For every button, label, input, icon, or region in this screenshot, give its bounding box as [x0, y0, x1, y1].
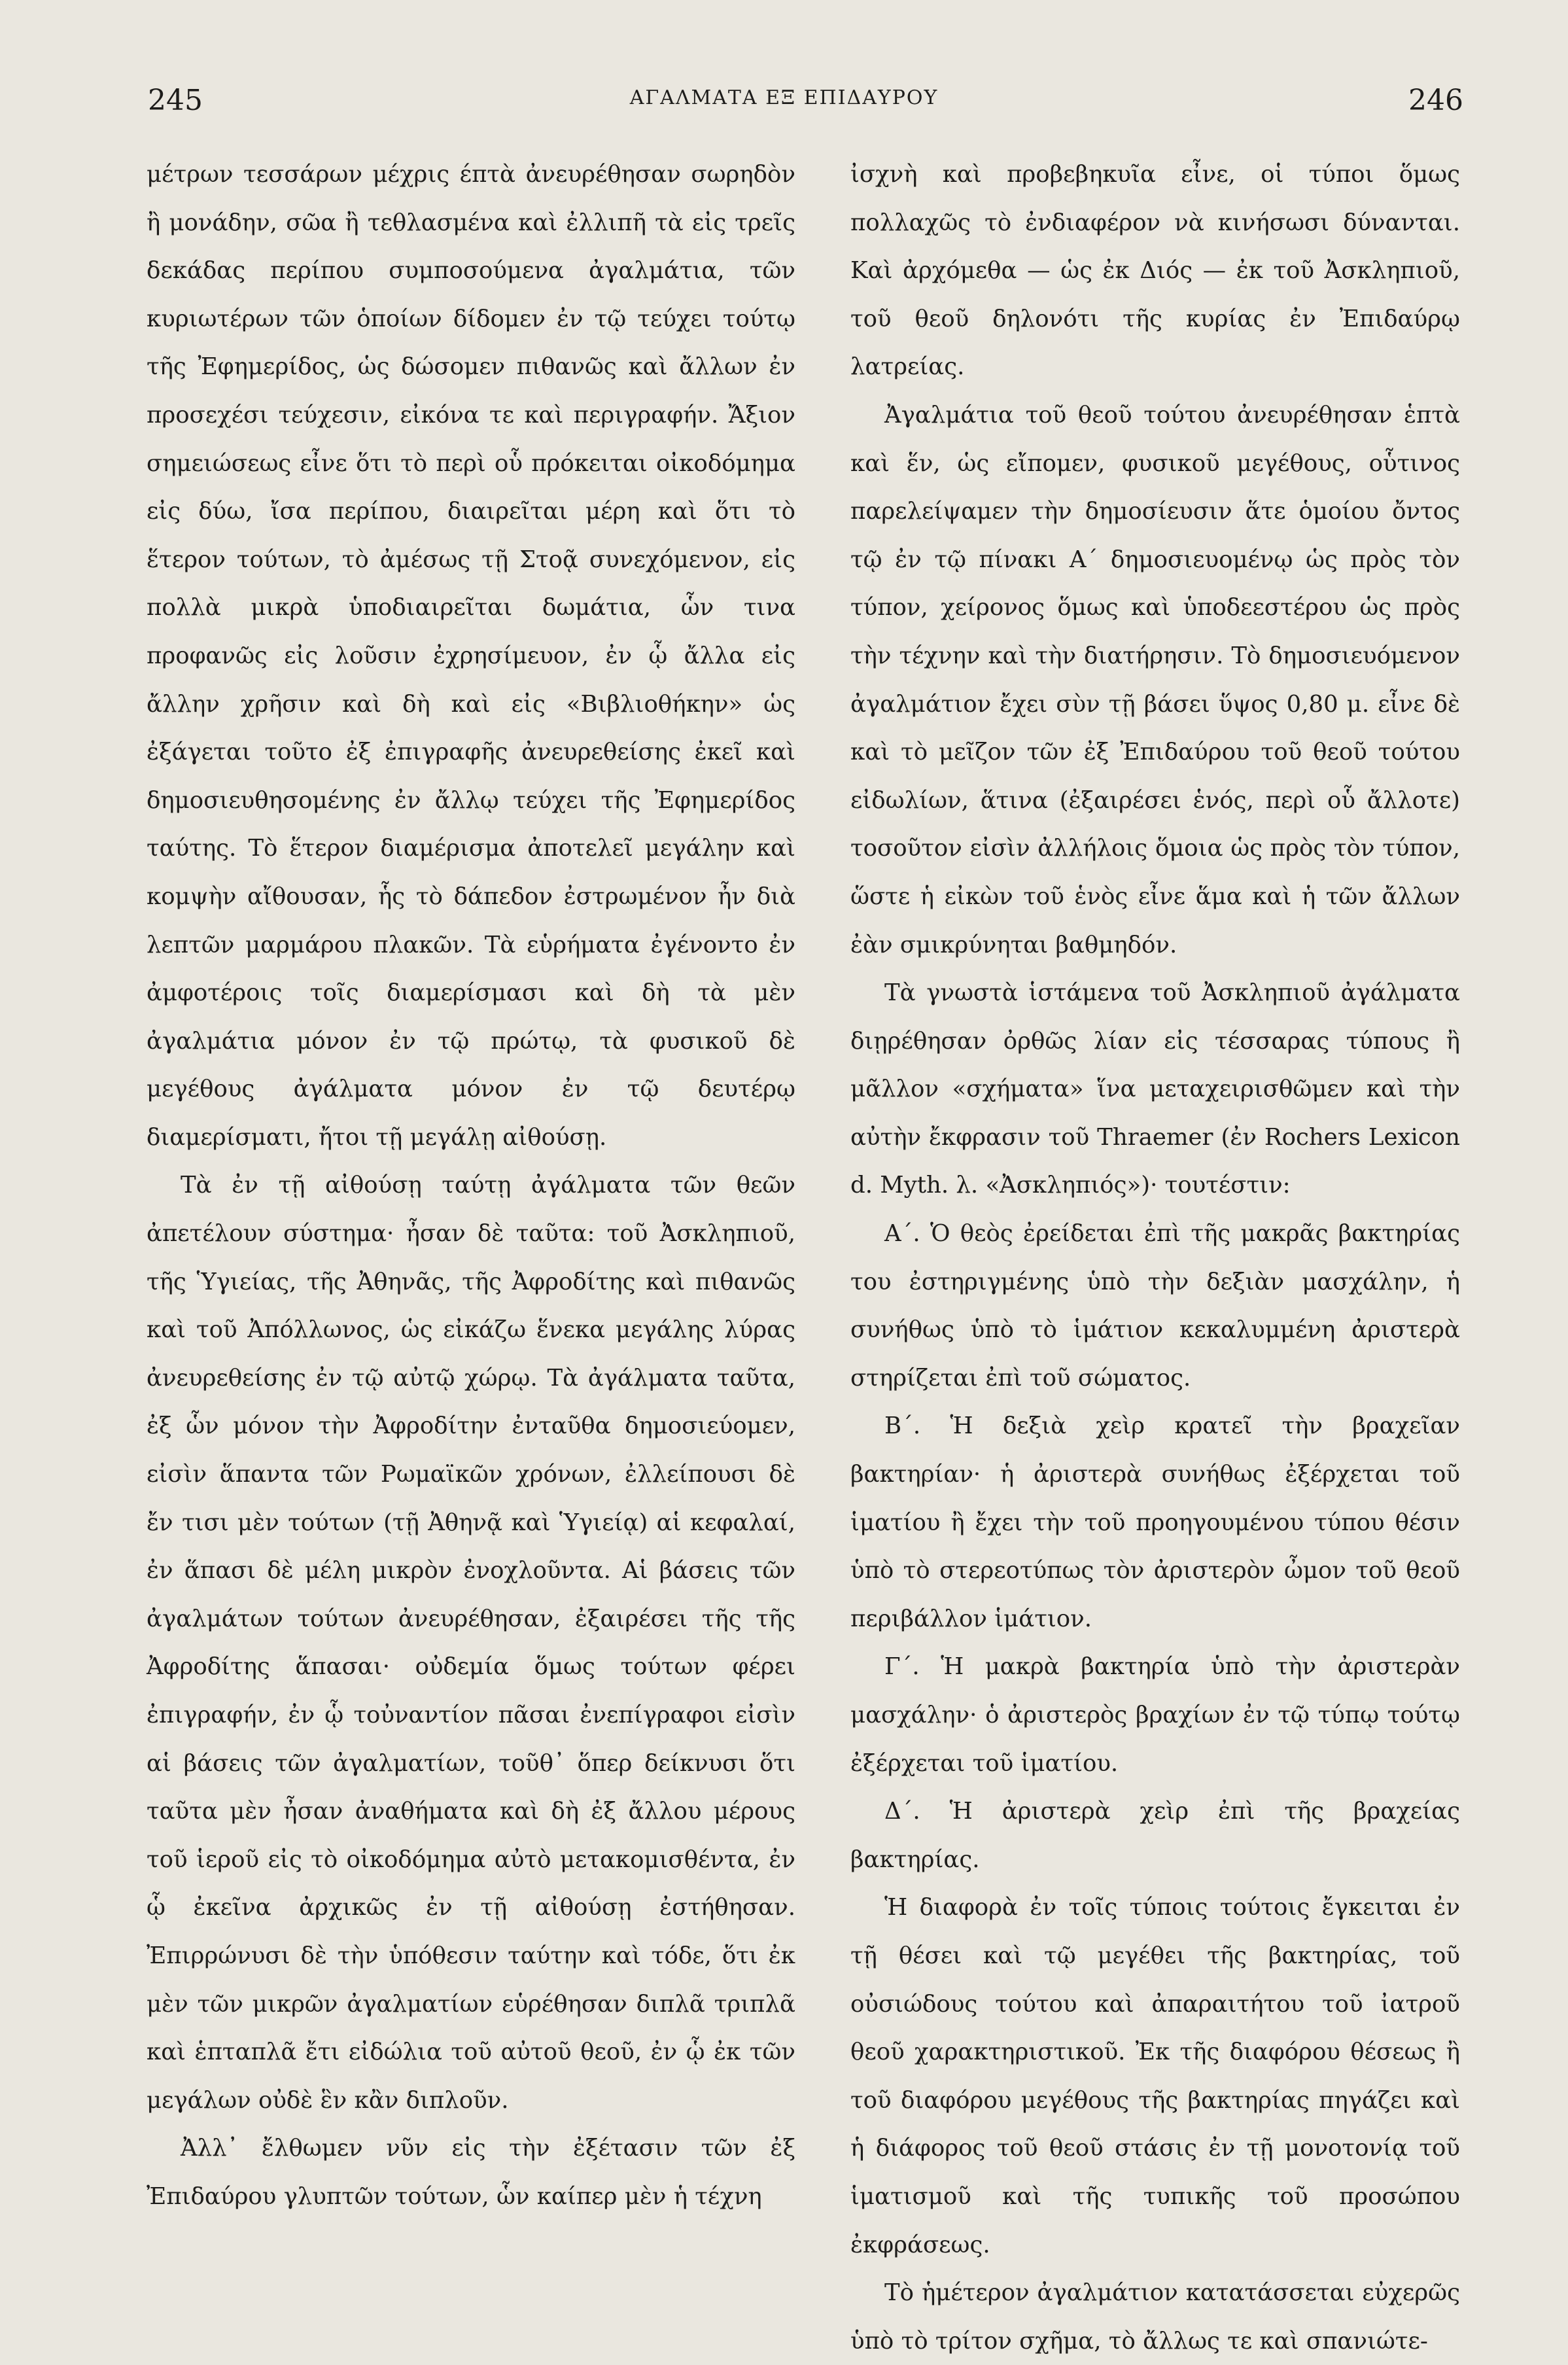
page-number-right: 246	[1408, 84, 1463, 117]
right-column	[850, 150, 1460, 2365]
paragraph: Τὰ ἐν τῇ αἰθούσῃ ταύτῃ ἀγάλματα τῶν θεῶν ἀπετέλουν σύστημα· ἦσαν δὲ ταῦτα: τοῦ Ἀσκληπιοῦ, τῆς Ὑγιείας, τῆς Ἀθηνᾶς, τῆς Ἀφροδίτης καὶ πιθανῶς καὶ τοῦ Ἀπόλλωνος, ὡς εἰκάζω ἕνεκα μεγάλης λύρας ἀνευρεθείσης ἐν τῷ αὐτῷ χώρῳ. Τὰ ἀγάλματα ταῦτα, ἐξ ὧν μόνον τὴν Ἀφροδίτην ἐνταῦθα δημοσιεύομεν, εἰσὶν ἅπαντα τῶν Ρωμαϊκῶν χρόνων, ἐλλείπουσι δὲ ἔν τισι μὲν τούτων (τῇ Ἀθηνᾷ καὶ Ὑγιείᾳ) αἱ κεφαλαί, ἐν ἅπασι δὲ μέλη μικρὸν ἐνοχλοῦντα. Αἱ βάσεις τῶν ἀγαλμάτων τούτων ἀνευρέθησαν, ἐξαιρέσει τῆς τῆς Ἀφροδίτης ἅπασαι· οὐδεμία ὅμως τούτων φέρει ἐπιγραφήν, ἐν ᾧ τοὐναντίον πᾶσαι ἐνεπίγραφοι εἰσὶν αἱ βάσεις τῶν ἀγαλματίων, τοῦθ᾽ ὅπερ δείκνυσι ὅτι ταῦτα μὲν ἦσαν ἀναθήματα καὶ δὴ ἐξ ἄλλου μέρους τοῦ ἱεροῦ εἰς τὸ οἰκοδόμημα αὐτὸ μετακομισθέντα, ἐν ᾧ ἐκεῖνα ἀρχικῶς ἐν τῇ αἰθούσῃ ἐστήθησαν. Ἐπιρρώνυσι δὲ τὴν ὑπόθεσιν ταύτην καὶ τόδε, ὅτι ἐκ μὲν τῶν μικρῶν ἀγαλματίων εὑρέθησαν διπλᾶ τριπλᾶ καὶ ἑπταπλᾶ ἔτι εἰδώλια τοῦ αὐτοῦ θεοῦ, ἐν ᾧ ἐκ τῶν μεγάλων οὐδὲ ἓν κἂν διπλοῦν.	[147, 1172, 795, 2114]
paragraph: Β´. Ἡ δεξιὰ χεὶρ κρατεῖ τὴν βραχεῖαν βακτηρίαν· ἡ ἀριστερὰ συνήθως ἐξέρχεται τοῦ ἱματίου ἢ ἔχει τὴν τοῦ προηγουμένου τύπου θέσιν ὑπὸ τὸ στερεοτύπως τὸν ἀριστερὸν ὦμον τοῦ θεοῦ περιβάλλον ἱμάτιον.	[850, 1412, 1460, 1632]
paragraph: Γ´. Ἡ μακρὰ βακτηρία ὑπὸ τὴν ἀριστερὰν μασχάλην· ὁ ἀριστερὸς βραχίων ἐν τῷ τύπῳ τούτῳ ἐξέρχεται τοῦ ἱματίου.	[850, 1653, 1460, 1777]
paragraph: Α´. Ὁ θεὸς ἐρείδεται ἐπὶ τῆς μακρᾶς βακτηρίας του ἐστηριγμένης ὑπὸ τὴν δεξιὰν μασχάλην, ἡ συνήθως ὑπὸ τὸ ἱμάτιον κεκαλυμμένη ἀριστερὰ στηρίζεται ἐπὶ τοῦ σώματος.	[850, 1220, 1460, 1392]
running-title: ΑΓΑΛΜΑΤΑ ΕΞ ΕΠΙΔΑΥΡΟΥ	[629, 86, 939, 109]
page-header	[0, 84, 1568, 136]
paragraph: Ἀλλ᾽ ἔλθωμεν νῦν εἰς τὴν ἐξέτασιν τῶν ἐξ Ἐπιδαύρου γλυπτῶν τούτων, ὧν καίπερ μὲν ἡ τέχνη	[147, 2135, 795, 2210]
paragraph: Δ´. Ἡ ἀριστερὰ χεὶρ ἐπὶ τῆς βραχείας βακτηρίας.	[850, 1798, 1460, 1873]
left-column	[147, 150, 795, 2221]
page-number-left: 245	[148, 84, 203, 117]
paragraph: Ἡ διαφορὰ ἐν τοῖς τύποις τούτοις ἔγκειται ἐν τῇ θέσει καὶ τῷ μεγέθει τῆς βακτηρίας, τοῦ οὐσιώδους τούτου καὶ ἀπαραιτήτου τοῦ ἰατροῦ θεοῦ χαρακτηριστικοῦ. Ἐκ τῆς διαφόρου θέσεως ἢ τοῦ διαφόρου μεγέθους τῆς βακτηρίας πηγάζει καὶ ἡ διάφορος τοῦ θεοῦ στάσις ἐν τῇ μονοτονίᾳ τοῦ ἱματισμοῦ καὶ τῆς τυπικῆς τοῦ προσώπου ἐκφράσεως.	[850, 1894, 1460, 2258]
paragraph: Τὸ ἡμέτερον ἀγαλμάτιον κατατάσσεται εὐχερῶς ὑπὸ τὸ τρίτον σχῆμα, τὸ ἄλλως τε καὶ σπανιώτε-	[850, 2279, 1460, 2355]
paragraph: Τὰ γνωστὰ ἱστάμενα τοῦ Ἀσκληπιοῦ ἀγάλματα διῃρέθησαν ὀρθῶς λίαν εἰς τέσσαρας τύπους ἢ μᾶλλον «σχήματα» ἵνα μεταχειρισθῶμεν καὶ τὴν αὐτὴν ἔκφρασιν τοῦ Thraemer (ἐν Rochers Lexicon d. Myth. λ. «Ἀσκληπιός»)· τουτέστιν:	[850, 979, 1460, 1199]
paragraph: Ἀγαλμάτια τοῦ θεοῦ τούτου ἀνευρέθησαν ἑπτὰ καὶ ἕν, ὡς εἴπομεν, φυσικοῦ μεγέθους, οὗτινος παρελείψαμεν τὴν δημοσίευσιν ἅτε ὁμοίου ὄντος τῷ ἐν τῷ πίνακι Α´ δημοσιευομένῳ ὡς πρὸς τὸν τύπον, χείρονος ὅμως καὶ ὑποδεεστέρου ὡς πρὸς τὴν τέχνην καὶ τὴν διατήρησιν. Τὸ δημοσιευόμενον ἀγαλμάτιον ἔχει σὺν τῇ βάσει ὕψος 0,80 μ. εἶνε δὲ καὶ τὸ μεῖζον τῶν ἐξ Ἐπιδαύρου τοῦ θεοῦ τούτου εἰδωλίων, ἅτινα (ἐξαιρέσει ἑνός, περὶ οὗ ἄλλοτε) τοσοῦτον εἰσὶν ἀλλήλοις ὅμοια ὡς πρὸς τὸν τύπον, ὥστε ἡ εἰκὼν τοῦ ἑνὸς εἶνε ἅμα καὶ ἡ τῶν ἄλλων ἐὰν σμικρύνηται βαθμηδόν.	[850, 401, 1460, 958]
paragraph: μέτρων τεσσάρων μέχρις έπτὰ ἀνευρέθησαν σωρηδὸν ἢ μονάδην, σῶα ἢ τεθλασμένα καὶ ἐλλιπῆ τὰ εἰς τρεῖς δεκάδας περίπου συμποσούμενα ἀγαλμάτια, τῶν κυριωτέρων τῶν ὁποίων δίδομεν ἐν τῷ τεύχει τούτῳ τῆς Ἐφημερίδος, ὡς δώσομεν πιθανῶς καὶ ἄλλων ἐν προσεχέσι τεύχεσιν, εἰκόνα τε καὶ περιγραφήν. Ἄξιον σημειώσεως εἶνε ὅτι τὸ περὶ οὗ πρόκειται οἰκοδόμημα εἰς δύω, ἴσα περίπου, διαιρεῖται μέρη καὶ ὅτι τὸ ἕτερον τούτων, τὸ ἀμέσως τῇ Στοᾷ συνεχόμενον, εἰς πολλὰ μικρὰ ὑποδιαιρεῖται δωμάτια, ὧν τινα προφανῶς εἰς λοῦσιν ἐχρησίμευον, ἐν ᾧ ἄλλα εἰς ἄλλην χρῆσιν καὶ δὴ καὶ εἰς «Βιβλιοθήκην» ὡς ἐξάγεται τοῦτο ἐξ ἐπιγραφῆς ἀνευρεθείσης ἐκεῖ καὶ δημοσιευθησομένης ἐν ἄλλῳ τεύχει τῆς Ἐφημερίδος ταύτης. Τὸ ἕτερον διαμέρισμα ἀποτελεῖ μεγάλην καὶ κομψὴν αἴθουσαν, ἧς τὸ δάπεδον ἐστρωμένον ἦν διὰ λεπτῶν μαρμάρου πλακῶν. Τὰ εὑρήματα ἐγένοντο ἐν ἀμφοτέροις τοῖς διαμερίσμασι καὶ δὴ τὰ μὲν ἀγαλμάτια μόνον ἐν τῷ πρώτῳ, τὰ φυσικοῦ δὲ μεγέθους ἀγάλματα μόνον ἐν τῷ δευτέρῳ διαμερίσματι, ἤτοι τῇ μεγάλῃ αἰθούσῃ.	[147, 161, 795, 1151]
paragraph: ἰσχνὴ καὶ προβεβηκυῖα εἶνε, οἱ τύποι ὅμως πολλαχῶς τὸ ἐνδιαφέρον νὰ κινήσωσι δύνανται. Καὶ ἀρχόμεθα — ὡς ἐκ Διός — ἐκ τοῦ Ἀσκληπιοῦ, τοῦ θεοῦ δηλονότι τῆς κυρίας ἐν Ἐπιδαύρῳ λατρείας.	[850, 161, 1460, 381]
